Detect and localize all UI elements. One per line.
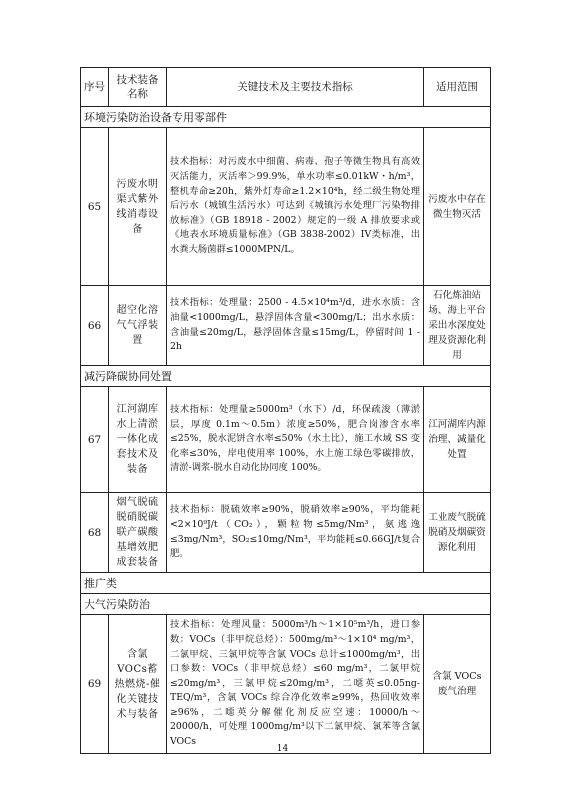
technical-spec: 技术指标：对污废水中细菌、病毒、孢子等微生物具有高效灭活能力，灭活率＞99.9%，单水功率≤0.01kW・h/m³，整机寿命≥20h，紫外灯寿命≥1.2×10⁴h，经二级生物处理后污水（城镇生活污水）可达到《城镇污水处理厂污染物排放标准》（GB 18918 - 2002）规定的一级 A 排放要求或《地表水环境质量标准》（GB 3838-2002）IV类标准，出水粪大肠菌群≤1000MPN/L。 — [167, 128, 424, 286]
header-scope: 适用范围 — [424, 68, 491, 107]
section-carbon: 减污降碳协同处置 — [81, 366, 491, 387]
table-row — [81, 493, 491, 573]
table-row — [81, 128, 491, 286]
section-row — [81, 594, 491, 615]
header-equipment: 技术装备名称 — [109, 68, 167, 107]
technical-spec: 技术指标：处理量≥5000m³（水下）/d，环保疏浚（薄淤层，厚度 0.1m～0.5m）浓度≥50%，肥合岗渗含水率≤25%，脱水泥饼含水率≤50%（水土比），施工水域 SS 变化率≤30%，岸电使用率 100%，水上施工绿色零碳排放，清淤-调浆-脱水自动化协同度 100%。 — [167, 387, 424, 493]
header-tech: 关键技术及主要技术指标 — [167, 68, 424, 107]
table-row — [81, 387, 491, 493]
equipment-name: 污废水明渠式紫外线消毒设备 — [109, 128, 167, 286]
row-number: 69 — [81, 615, 109, 754]
application-scope: 工业废气脱硫脱硝及烟碳资源化利用 — [424, 493, 491, 573]
row-number: 68 — [81, 493, 109, 573]
equipment-name: 超空化溶气气浮装置 — [109, 286, 167, 366]
page-number: 14 — [276, 744, 289, 754]
section-env-parts: 环境污染防治设备专用零部件 — [81, 107, 491, 128]
application-scope: 含氯 VOCs 废气治理 — [424, 615, 491, 754]
section-row — [81, 573, 491, 594]
table-row — [81, 286, 491, 366]
application-scope: 石化炼油站场、海上平台采出水深度处理及资源化利用 — [424, 286, 491, 366]
header-seq: 序号 — [81, 68, 109, 107]
table-header-row — [81, 68, 491, 107]
row-number: 67 — [81, 387, 109, 493]
section-air: 大气污染防治 — [81, 594, 491, 615]
technical-spec: 技术指标：脱硫效率≥90%，脱硝效率≥90%，平均能耗<2×10⁹J/t（CO₂），颗粒物≤5mg/Nm³，氨逃逸≤3mg/Nm³，SO₂≤10mg/Nm³，平均能耗≤0.66GJ/t复合肥。 — [167, 493, 424, 573]
application-scope: 江河湖库内源治理、减量化处置 — [424, 387, 491, 493]
section-row — [81, 107, 491, 128]
equipment-name: 烟气脱硫脱硝脱碳联产碳酸基增效肥成套装备 — [109, 493, 167, 573]
row-number: 66 — [81, 286, 109, 366]
section-row — [81, 366, 491, 387]
technical-spec: 技术指标：处理量：2500 - 4.5×10⁴m³/d，进水水质：含油量<1000mg/L，悬浮固体含量<300mg/L；出水水质：含油量≤20mg/L，悬浮固体含量≤15mg/L，停留时间 1 - 2h — [167, 286, 424, 366]
application-scope: 污废水中存在微生物灭活 — [424, 128, 491, 286]
equipment-name: 江河湖库水上清淤一体化成套技术及装备 — [109, 387, 167, 493]
equipment-name: 含氯VOCs蓄热燃烧-催化关键技术与装备 — [109, 615, 167, 754]
technical-spec: 技术指标：处理风量：5000m³/h～1×10⁵m³/h，进口参数：VOCs（非甲烷总烃）：500mg/m³～1×10⁴ mg/m³，二氯甲烷、三氯甲烷等含氯 VOCs 总计≤1000mg/m³，出口参数：VOCs（非甲烷总烃）≤60 mg/m³，二氯甲烷≤20mg/m³，三氯甲烷≤20mg/m³，二噁英≤0.05ng-TEQ/m³，含氯 VOCs 综合净化效率≥99%，热回收效率≥96%，二噁英分解催化剂反应空速：10000/h～20000/h，可处理 1000mg/m³以下二氯甲烷、氯苯等含氯 VOCs — [167, 615, 424, 754]
technology-catalog-table — [80, 67, 491, 754]
section-promo: 推广类 — [81, 573, 491, 594]
table-row — [81, 615, 491, 754]
row-number: 65 — [81, 128, 109, 286]
